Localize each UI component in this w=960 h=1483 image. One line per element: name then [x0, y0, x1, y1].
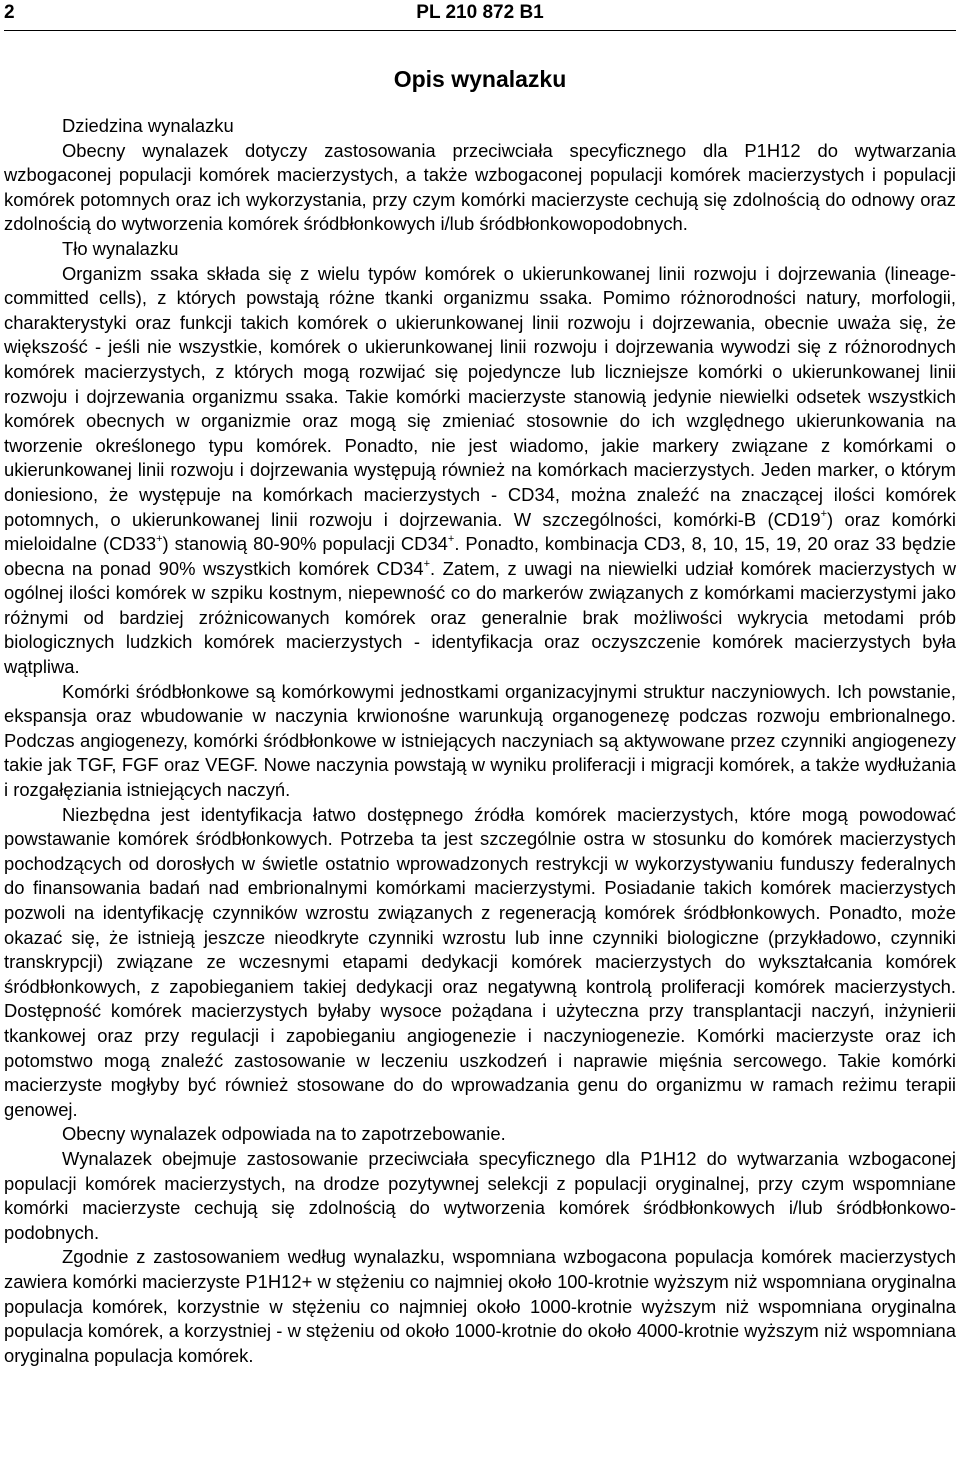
paragraph-field: Obecny wynalazek dotyczy zastosowania przeciwciała specyficznego dla P1H12 do wytwarzania wzbogaconej populacji komórek macierzystych, a także wzbogaconej populacji komórek macierzystych i populacji komórek potomnych oraz ich wykorzystania, przy czym komórki macierzyste cechują się zdolnością do odnowy oraz zdolnością do wytworzenia komórek śródbłonkowych i/lub śródbłonkowopodobnych.: [4, 139, 956, 235]
page-header: [0, 0, 960, 32]
superscript: +: [156, 532, 163, 545]
paragraph-background-1: Organizm ssaka składa się z wielu typów komórek o ukierunkowanej linii rozwoju i dojrzewania (lineage-committed cells), z których powstają różne tkanki organizmu ssaka. Pomimo różnorodności natury, morfologii, charakterystyki oraz funkcji takich komórek o ukierunkowanej linii rozwoju i dojrzewania, obecnie uważa się, że większość - jeśli nie wszystkie, komórek o ukierunkowanej linii rozwoju i dojrzewania wywodzi się z różnorodnych komórek macierzystych, z których mogą rozwijać się pojedyncze lub liczniejsze komórki o ukierunkowanej linii rozwoju i dojrzewania organizmu ssaka. Takie komórki macierzyste stanowią jedynie niewielki odsetek wszystkich komórek obecnych w organizmie oraz mogą się zmieniać stosownie do ich względnego ukierunkowania na tworzenie określonego typu komórek. Ponadto, nie jest wiadomo, jakie markery związane z komórkami o ukierunkowanej linii rozwoju i dojrzewania występują również na komórkach macierzystych. Jeden marker, o którym doniesiono, że występuje na komórkach macierzystych - CD34, można znaleźć na znaczącej ilości komórek potomnych, o ukierunkowanej linii rozwoju i dojrzewania. W szczególności, komórki-B (CD19+) oraz komórki mieloidalne (CD33+) stanowią 80-90% populacji CD34+. Ponadto, kombinacja CD3, 8, 10, 15, 19, 20 oraz 33 będzie obecna na ponad 90% wszystkich komórek CD34+. Zatem, z uwagi na niewielki udział komórek macierzystych w ogólnej ilości komórek w szpiku kostnym, niepewność co do markerów związanych z komórkami macierzystymi jako różnymi od bardziej zróżnicowanych komórek oraz generalnie brak możliwości wykrycia metodami prób biologicznych ludzkich komórek macierzystych - identyfikacja oraz oczyszczenie komórek macierzystych była wątpliwa.: [4, 262, 956, 678]
paragraph-background-2: Komórki śródbłonkowe są komórkowymi jednostkami organizacyjnymi struktur naczyniowych. Ich powstanie, ekspansja oraz wbudowanie w naczynia krwionośne warunkują organogenezę podczas rozwoju embrionalnego. Podczas angiogenezy, komórki śródbłonkowe w istniejących naczyniach są aktywowane przez czynniki angiogenezy takie jak TGF, FGF oraz VEGF. Nowe naczynia powstają w wyniku proliferacji i migracji komórek, a także wydłużania i rozgałęziania istniejących naczyń.: [4, 680, 956, 801]
section-heading-field: Dziedzina wynalazku: [62, 115, 234, 136]
superscript: +: [820, 508, 828, 521]
document-title: Opis wynalazku: [393, 66, 567, 92]
paragraph-background-3: Niezbędna jest identyfikacja łatwo dostępnego źródła komórek macierzystych, które mogą powodować powstawanie komórek śródbłonkowych. Potrzeba ta jest szczególnie ostra w stosunku do komórek macierzystych pochodzących od dorosłych w świetle ostatnio wprowadzonych restrykcji w wykorzystywaniu funduszy federalnych do finansowania badań nad embrionalnymi komórkami macierzystymi. Posiadanie takich komórek macierzystych pozwoli na identyfikację czynników wzrostu związanych z regeneracją komórek śródbłonkowych. Ponadto, może okazać się, że istnieją jeszcze nieodkryte czynniki wzrostu lub inne czynniki biologiczne (przykładowo, czynniki transkrypcji) związane ze wczesnymi etapami dedykacji komórek macierzystych do wykształcania komórek śródbłonkowych, z zapobieganiem takiej dedykacji oraz negatywną kontrolą proliferacji komórek macierzystych. Dostępność komórek macierzystych byłaby wysoce pożądana i użyteczna przy transplantacji naczyń, inżynierii tkankowej oraz przy regulacji i zapobieganiu angiogenezie i naczyniogenezie. Komórki macierzyste oraz ich potomstwo mogą znaleźć zastosowanie w leczeniu uszkodzeń i naprawie mięśnia sercowego. Takie komórki macierzyste mogłyby być również stosowane do do wprowadzania genu do organizmu w ramach reżimu terapii genowej.: [4, 803, 956, 1120]
paragraph-summary-1: Wynalazek obejmuje zastosowanie przeciwciała specyficznego dla P1H12 do wytwarzania wzbogaconej populacji komórek macierzystych, na drodze pozytywnej selekcji z populacji oryginalnej, przy czym wspomniane komórki macierzyste cechują się zdolnością do wytworzenia komórek śródbłonkowych i/lub śródbłonkowo-podobnych.: [4, 1147, 956, 1243]
patent-number: PL 210 872 B1: [416, 2, 544, 23]
section-heading-background: Tło wynalazku: [62, 237, 179, 259]
header-rule: [4, 30, 956, 31]
superscript: +: [423, 557, 430, 570]
superscript: +: [447, 532, 455, 545]
paragraph-summary-2: Zgodnie z zastosowaniem według wynalazku, wspomniana wzbogacona populacja komórek macierzystych zawiera komórki macierzyste P1H12+ w stężeniu co najmniej około 100-krotnie wyższym niż wspomniana oryginalna populacja komórek, korzystnie w stężeniu co najmniej około 1000-krotnie wyższym niż wspomniana oryginalna populacja komórek, a korzystniej - w stężeniu od około 1000-krotnie do około 4000-krotnie wyższym niż wspomniana oryginalna populacja komórek.: [4, 1246, 956, 1366]
document-body: [4, 114, 956, 1368]
paragraph-background-4: Obecny wynalazek odpowiada na to zapotrzebowanie.: [62, 1123, 506, 1145]
page-number: 2: [4, 2, 15, 23]
